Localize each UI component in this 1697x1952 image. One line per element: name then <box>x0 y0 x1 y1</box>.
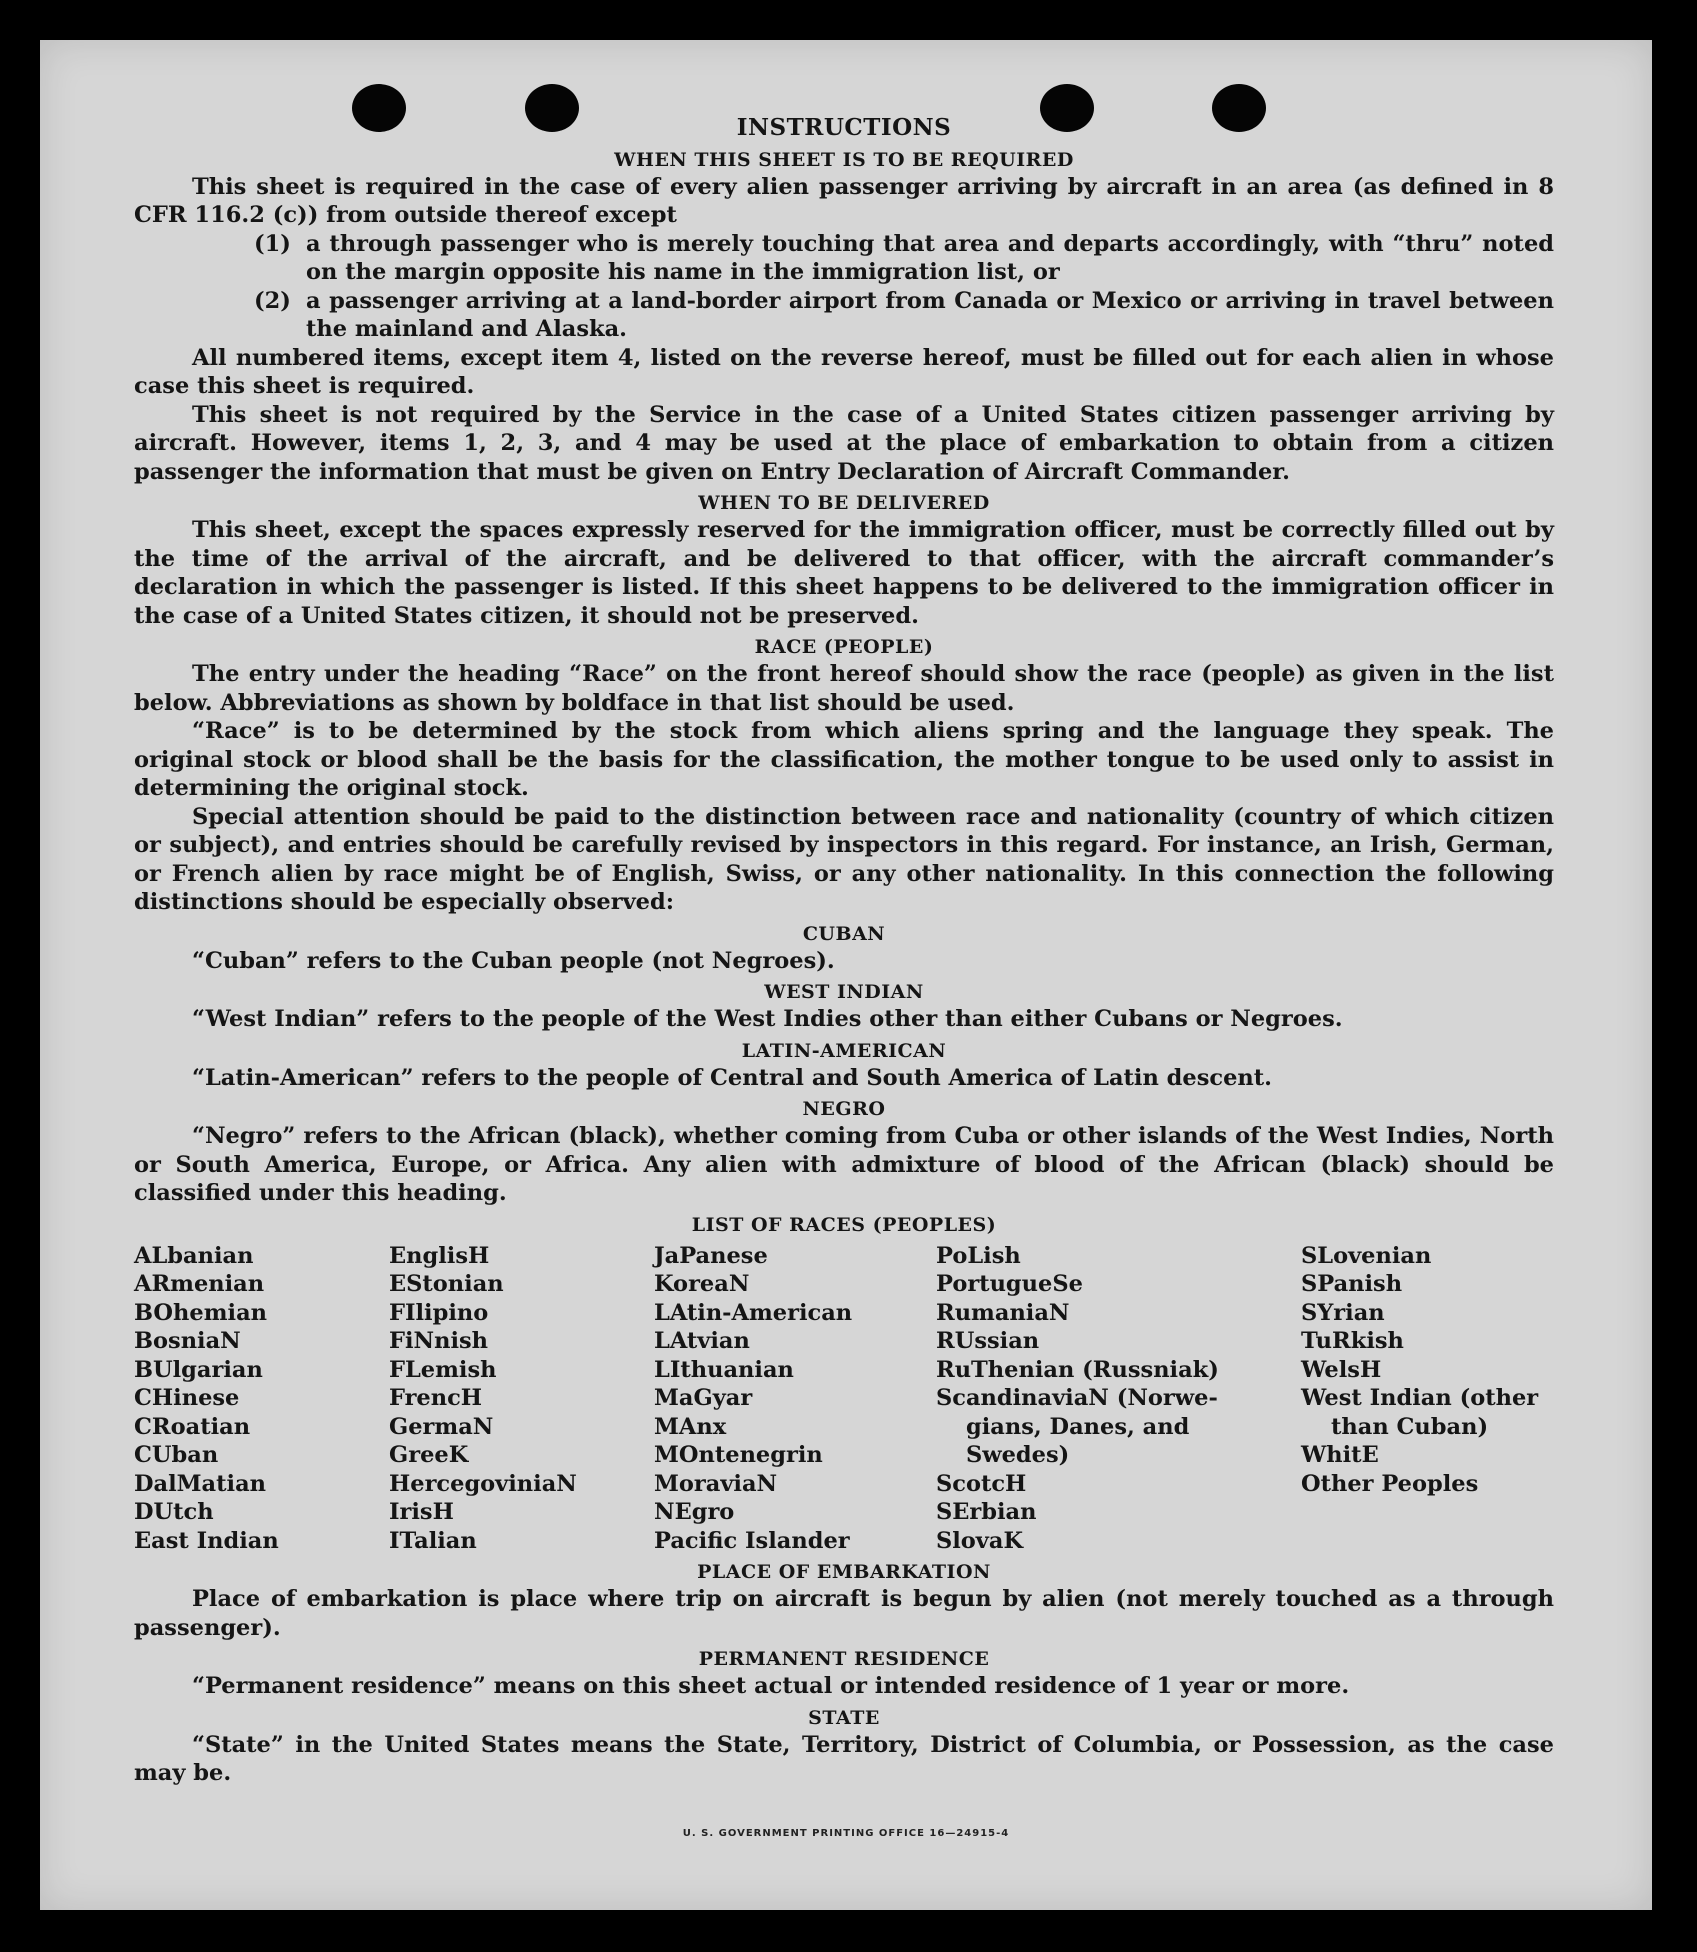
race-entry: JaPanese <box>654 1242 768 1269</box>
race-entry: PortugueSe <box>936 1271 1083 1297</box>
section-heading: CUBAN <box>802 922 886 945</box>
races-column <box>654 1242 936 1556</box>
race-entry: SlovaK <box>936 1527 1024 1554</box>
race-entry: GreeK <box>389 1442 469 1468</box>
race-entry: ScandinaviaN (Norwe- <box>936 1385 1218 1411</box>
paragraph: “Latin-American” refers to the people of Central and South America of Latin descent. <box>192 1064 1272 1091</box>
list-item <box>134 287 1554 344</box>
race-entry: RUssian <box>936 1328 1040 1354</box>
paragraph: Special attention should be paid to the distinction between race and nationality (country of which citizen or subject), and entries should be carefully revised by inspectors in this regard. For instance, an Irish, German, or French alien by race might be of English, Swiss, or any other nationality. In this connection the following distinctions should be especially observed: <box>134 803 1554 915</box>
race-entry: IrisH <box>389 1499 454 1525</box>
race-entry: EnglisH <box>389 1242 490 1269</box>
paragraph: This sheet, except the spaces expressly reserved for the immigration officer, must be correctly filled out by the time of the arrival of the aircraft, and be delivered to that officer, with the aircraft commander’s declaration in which the passenger is listed. If this sheet happens to be delivered to the immigration officer in the case of a United States citizen, it should not be preserved. <box>134 517 1554 629</box>
races-column <box>1301 1242 1554 1556</box>
item-number: (1) <box>254 230 291 257</box>
race-entry: SPanish <box>1301 1271 1403 1297</box>
race-entry: KoreaN <box>654 1271 750 1297</box>
race-entry: TuRkish <box>1301 1328 1404 1354</box>
paragraph: “Negro” refers to the African (black), whether coming from Cuba or other islands of the West Indies, North or South America, Europe, or Africa. Any alien with admixture of blood of the African (black) should be classified under this heading. <box>134 1123 1554 1206</box>
race-entry: PoLish <box>936 1242 1021 1269</box>
race-entry: Swedes) <box>966 1442 1070 1468</box>
race-entry: GermaN <box>389 1413 494 1440</box>
race-entry: WelsH <box>1301 1356 1382 1383</box>
race-entry: SYrian <box>1301 1299 1385 1326</box>
race-entry: East Indian <box>134 1527 279 1554</box>
paragraph: “State” in the United States means the State, Territory, District of Columbia, or Possession, as the case may be. <box>134 1731 1554 1786</box>
paragraph: “West Indian” refers to the people of the West Indies other than either Cubans or Negroes. <box>192 1006 1343 1032</box>
section-heading: LIST OF RACES (PEOPLES) <box>691 1213 997 1236</box>
race-entry: FLemish <box>389 1356 497 1383</box>
race-entry: Other Peoples <box>1301 1470 1479 1497</box>
instructions-body <box>134 114 1554 1788</box>
paragraph: “Cuban” refers to the Cuban people (not Negroes). <box>192 947 835 974</box>
race-entry: West Indian (other <box>1301 1385 1539 1411</box>
race-entry: MAnx <box>654 1413 727 1440</box>
race-entry: LAtin-American <box>654 1299 853 1326</box>
race-entry: FrencH <box>389 1385 483 1411</box>
section-heading: PERMANENT RESIDENCE <box>698 1648 990 1670</box>
paragraph: This sheet is not required by the Service in the case of a United States citizen passenger arriving by aircraft. However, items 1, 2, 3, and 4 may be used at the place of embarkation to obtain from a citizen passenger the information that must be given on Entry Declaration of Aircraft Commander. <box>134 401 1554 485</box>
paragraph: All numbered items, except item 4, listed on the reverse hereof, must be filled out for each alien in whose case this sheet is required. <box>134 344 1554 399</box>
race-entry: SLovenian <box>1301 1242 1432 1269</box>
paragraph: This sheet is required in the case of every alien passenger arriving by aircraft in an area (as defined in 8 CFR 116.2 (c)) from outside thereof except <box>134 173 1554 228</box>
race-entry: LIthuanian <box>654 1356 794 1383</box>
race-entry: MaGyar <box>654 1385 753 1411</box>
race-entry: ScotcH <box>936 1470 1027 1497</box>
race-entry: NEgro <box>654 1499 735 1525</box>
race-entry: Pacific Islander <box>654 1527 850 1554</box>
document-page <box>40 40 1652 1910</box>
race-entry: FiNnish <box>389 1328 489 1354</box>
paragraph: The entry under the heading “Race” on the front hereof should show the race (people) as given in the list below. Abbreviations as shown by boldface in that list should be used. <box>134 661 1554 716</box>
race-entry: DUtch <box>134 1499 214 1525</box>
section-heading: WEST INDIAN <box>764 981 924 1003</box>
race-entry: BUlgarian <box>134 1356 263 1383</box>
section-heading: WHEN THIS SHEET IS TO BE REQUIRED <box>614 148 1074 171</box>
race-entry: EStonian <box>389 1271 504 1297</box>
race-entry: than Cuban) <box>1331 1413 1489 1440</box>
list-item <box>134 230 1554 287</box>
section-heading: RACE (PEOPLE) <box>754 636 934 658</box>
item-text: a through passenger who is merely touching that area and departs accordingly, with “thru” noted on the margin opposite his name in the immigration list, or <box>306 230 1554 285</box>
race-entry: BOhemian <box>134 1299 268 1326</box>
race-entry: SErbian <box>936 1499 1037 1525</box>
race-entry: WhitE <box>1301 1442 1379 1468</box>
section-heading: LATIN-AMERICAN <box>741 1039 947 1062</box>
section-heading: STATE <box>808 1706 880 1729</box>
race-entry: LAtvian <box>654 1328 750 1354</box>
race-entry: ALbanian <box>134 1242 254 1269</box>
paragraph: “Race” is to be determined by the stock from which aliens spring and the language they speak. The original stock or blood shall be the basis for the classification, the mother tongue to be used only to assist in determining the original stock. <box>134 718 1554 801</box>
section-heading: PLACE OF EMBARKATION <box>697 1561 991 1583</box>
item-number: (2) <box>254 287 291 314</box>
section-heading: WHEN TO BE DELIVERED <box>698 492 990 514</box>
paragraph: “Permanent residence” means on this sheet actual or intended residence of 1 year or more. <box>192 1673 1350 1699</box>
race-entry: RumaniaN <box>936 1299 1070 1326</box>
race-entry: CUban <box>134 1442 219 1468</box>
race-entry: BosniaN <box>134 1328 241 1354</box>
race-entry: CHinese <box>134 1385 240 1411</box>
section-heading: NEGRO <box>802 1098 886 1120</box>
race-entry: ITalian <box>389 1527 477 1554</box>
races-column <box>936 1242 1301 1556</box>
race-entry: gians, Danes, and <box>966 1413 1190 1440</box>
race-entry: DalMatian <box>134 1470 267 1497</box>
paragraph: Place of embarkation is place where trip on aircraft is begun by alien (not merely touched as a through passenger). <box>134 1586 1554 1641</box>
race-entry: CRoatian <box>134 1413 251 1440</box>
races-column <box>134 1242 389 1556</box>
race-entry: RuThenian (Russniak) <box>936 1356 1219 1383</box>
page-title: INSTRUCTIONS <box>736 114 952 141</box>
race-entry: MoraviaN <box>654 1470 778 1497</box>
races-table <box>134 1242 1554 1556</box>
race-entry: FIlipino <box>389 1299 489 1326</box>
races-column <box>389 1242 654 1556</box>
race-entry: ARmenian <box>134 1271 265 1297</box>
printer-imprint: U. S. GOVERNMENT PRINTING OFFICE 16—24915-4 <box>682 1828 1010 1839</box>
race-entry: HercegoviniaN <box>389 1470 577 1497</box>
item-text: a passenger arriving at a land-border airport from Canada or Mexico or arriving in travel between the mainland and Alaska. <box>306 287 1554 342</box>
race-entry: MOntenegrin <box>654 1442 823 1468</box>
